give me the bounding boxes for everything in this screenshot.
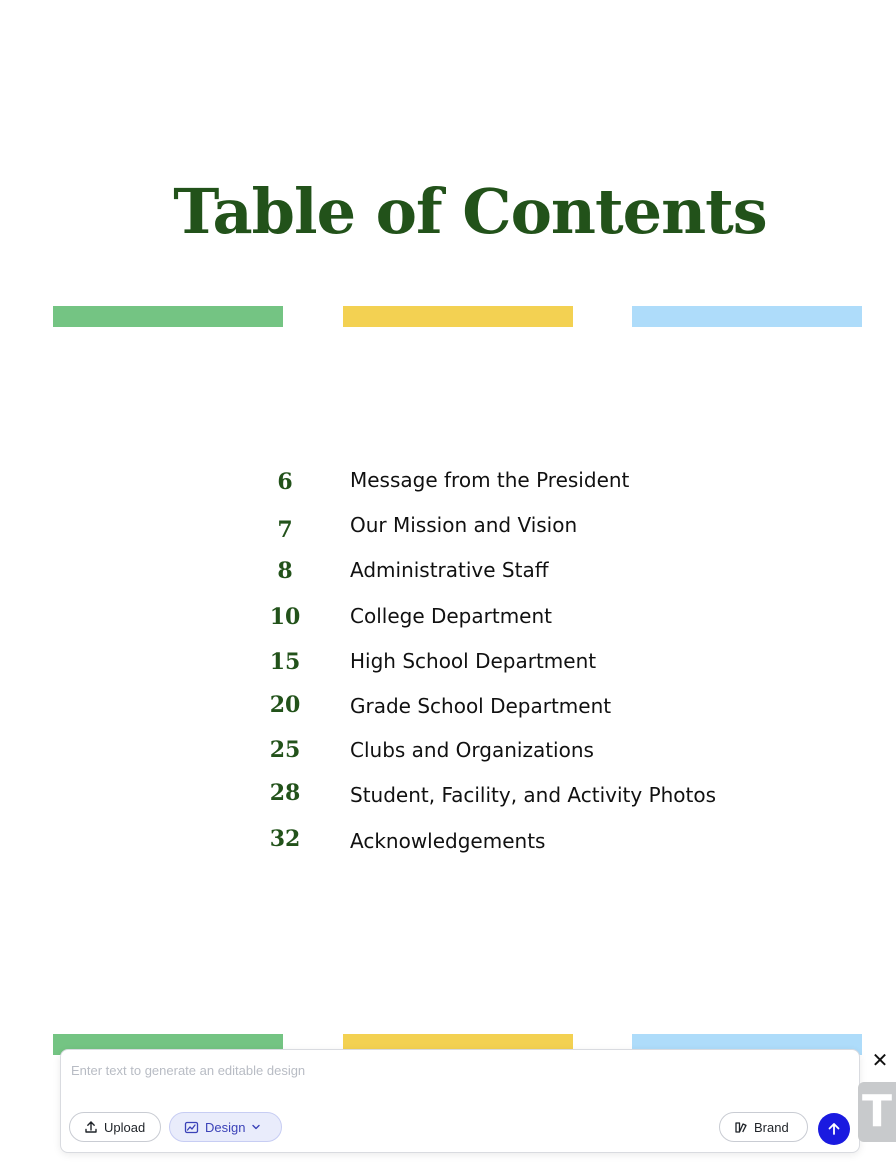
ai-prompt-panel [60,1049,860,1153]
chevron-down-icon [251,1122,261,1132]
toc-label: College Department [350,604,553,628]
toc-label: Message from the President [350,468,630,492]
toc-label: Our Mission and Vision [350,513,578,537]
toc-page-number: 7 [277,517,293,543]
toc-page-number: 10 [269,604,301,630]
toc-label: Acknowledgements [350,829,546,853]
toc-label: Administrative Staff [350,558,549,582]
toc-page-number: 20 [269,692,301,718]
toc-entry[interactable] [250,460,750,500]
toc-page-number: 6 [277,469,293,495]
design-dropdown[interactable] [169,1112,282,1142]
toc-page-number: 28 [269,780,301,806]
upload-icon [84,1120,98,1134]
brand-label: Brand [754,1119,789,1135]
toc-label: Clubs and Organizations [350,738,594,762]
blue-divider-bar-top [632,306,862,327]
toc-page-number: 15 [269,649,301,675]
toc-page-number: 25 [269,737,301,763]
arrow-up-icon [826,1121,842,1137]
toc-entry[interactable] [250,775,750,815]
toc-entry[interactable] [250,821,750,861]
prompt-input[interactable] [69,1058,853,1082]
upload-button[interactable] [69,1112,161,1142]
send-button[interactable] [818,1113,850,1145]
page-title: Table of Contents [173,175,767,248]
toc-page-number: 8 [277,558,293,584]
toc-entry[interactable] [250,686,750,726]
toc-label: High School Department [350,649,597,673]
toc-entry[interactable] [250,505,750,545]
close-icon[interactable]: ✕ [871,1048,889,1072]
toc-label: Student, Facility, and Activity Photos [350,783,717,807]
design-label: Design [205,1119,246,1135]
toc-entry[interactable] [250,596,750,636]
upload-label: Upload [104,1119,146,1135]
yellow-divider-bar-top [343,306,573,327]
side-panel-tab[interactable]: T [858,1082,896,1142]
toc-entry[interactable] [250,730,750,770]
green-divider-bar-top [53,306,283,327]
toc-label: Grade School Department [350,694,612,718]
design-icon [184,1120,199,1135]
brand-icon [734,1120,748,1134]
brand-button[interactable] [719,1112,808,1142]
toc-entry[interactable] [250,641,750,681]
toc-page-number: 32 [269,826,301,852]
toc-entry[interactable] [250,550,750,590]
